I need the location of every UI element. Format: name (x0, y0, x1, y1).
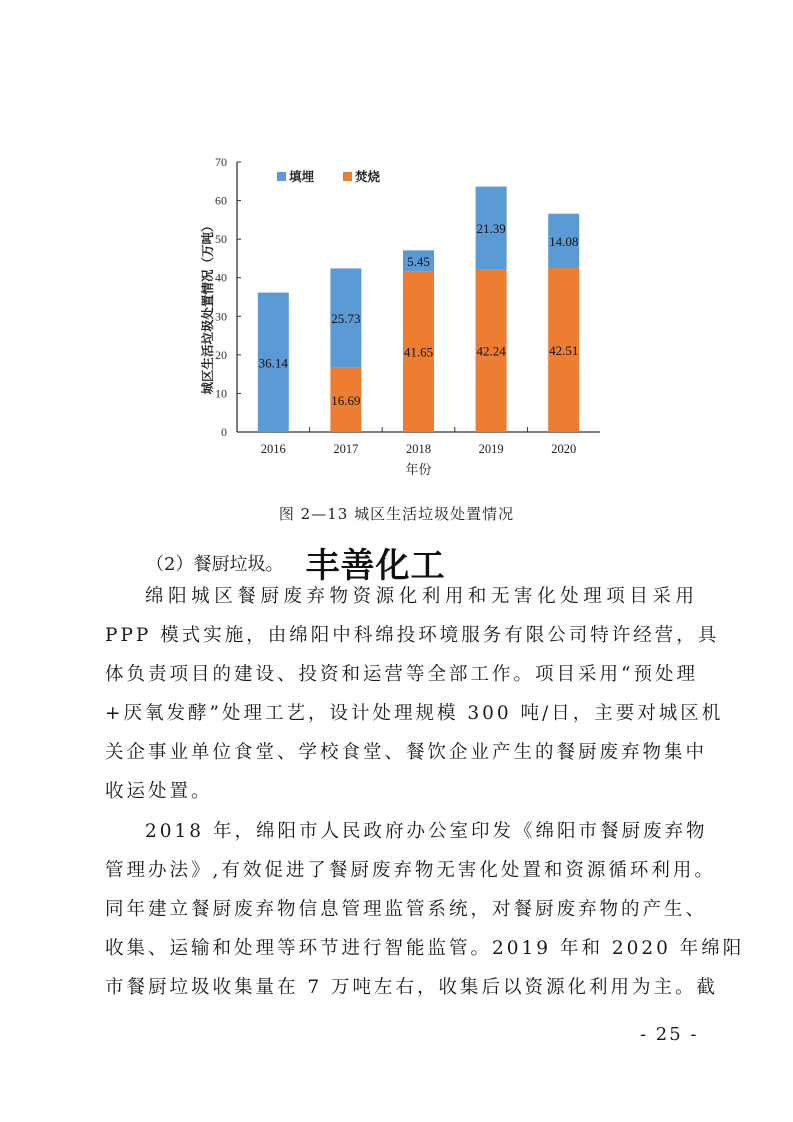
y-tick-label: 60 (215, 193, 227, 208)
data-label: 21.39 (476, 220, 506, 236)
x-tick-label: 2020 (551, 442, 577, 456)
data-label: 42.51 (549, 343, 579, 359)
x-tick-label: 2016 (260, 442, 286, 456)
section-heading: （2）餐厨垃圾。 (146, 553, 284, 575)
paragraph-line: 2018 年，绵阳市人民政府办公室印发《绵阳市餐厨废弃物 (145, 821, 708, 842)
y-axis-label: 城区生活垃圾处置情况（万吨） (200, 219, 215, 395)
y-tick-label: 50 (215, 232, 227, 247)
y-tick-label: 20 (215, 347, 227, 362)
y-tick-label: 30 (215, 309, 227, 324)
data-label: 42.24 (476, 343, 506, 359)
legend-swatch (343, 172, 352, 181)
data-label: 25.73 (331, 311, 361, 327)
data-label: 16.69 (331, 392, 361, 408)
y-tick-label: 40 (215, 270, 227, 285)
paragraph-line: 关企事业单位食堂、学校食堂、餐饮企业产生的餐厨废弃物集中 (105, 742, 708, 763)
paragraph-2 (105, 812, 745, 1007)
figure-caption: 图 2—13 城区生活垃圾处置情况 (278, 505, 515, 523)
paragraph-line: 体负责项目的建设、投资和运营等全部工作。项目采用“预处理 (105, 664, 698, 685)
x-axis-label: 年份 (405, 462, 432, 477)
data-label: 41.65 (403, 344, 434, 360)
y-tick-label: 70 (215, 155, 227, 169)
x-tick-label: 2017 (333, 442, 359, 456)
data-label: 36.14 (258, 355, 288, 371)
data-label: 5.45 (407, 253, 430, 269)
legend-label: 填埋 (289, 169, 315, 184)
legend-swatch (277, 172, 286, 181)
paragraph-line: PPP 模式实施，由绵阳中科绵投环境服务有限公司特许经营，具 (105, 625, 720, 646)
watermark-logo-text: 丰善化工 (305, 546, 446, 586)
paragraph-1 (105, 577, 724, 811)
stacked-bar-chart (0, 0, 793, 490)
paragraph-line: 收运处置。 (105, 781, 213, 802)
y-tick-label: 0 (221, 425, 227, 439)
paragraph-line: 管理办法》,有效促进了餐厨废弃物无害化处置和资源循环利用。 (105, 860, 716, 881)
y-tick-label: 10 (215, 386, 227, 401)
legend-label: 焚烧 (355, 169, 381, 184)
paragraph-line: 市餐厨垃圾收集量在 7 万吨左右，收集后以资源化利用为主。截 (105, 977, 719, 998)
x-tick-label: 2019 (478, 442, 504, 456)
paragraph-line: 收集、运输和处理等环节进行智能监管。2019 年和 2020 年绵阳 (105, 938, 745, 959)
x-tick-label: 2018 (406, 442, 431, 456)
paragraph-line: +厌氧发酵”处理工艺，设计处理规模 300 吨/日，主要对城区机 (105, 703, 724, 724)
page-number: - 25 - (640, 1024, 699, 1045)
paragraph-line: 同年建立餐厨废弃物信息管理监管系统，对餐厨废弃物的产生、 (105, 899, 708, 920)
data-label: 14.08 (549, 233, 579, 249)
paragraph-line: 绵阳城区餐厨废弃物资源化利用和无害化处理项目采用 (145, 586, 697, 607)
